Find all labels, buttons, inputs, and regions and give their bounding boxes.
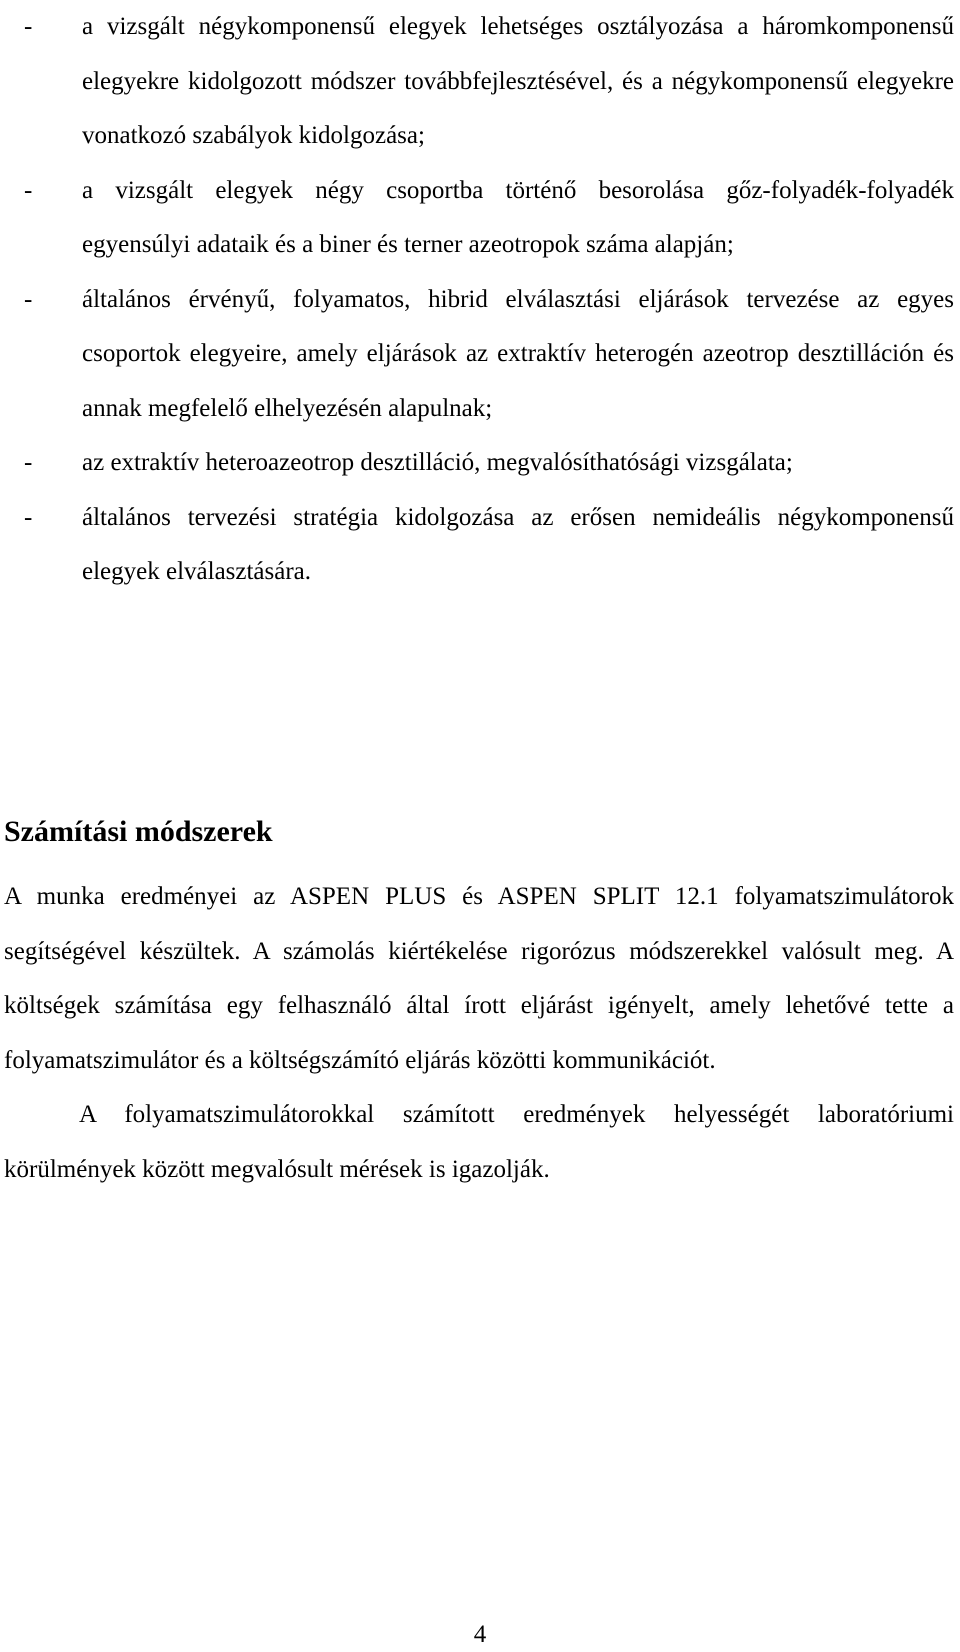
list-item	[24, 0, 954, 164]
list-item-text: általános érvényű, folyamatos, hibrid elválasztási eljárások tervezése az egyes csoportok elegyeire, amely eljárások az extraktív heterogén azeotrop desztilláción és annak megfelelő elhelyezésén alapulnak;	[82, 285, 954, 422]
list-item-text: a vizsgált négykomponensű elegyek lehetséges osztályozása a háromkomponensű elegyekre kidolgozott módszer továbbfejlesztésével, és a négykomponensű elegyekre vonatkozó szabályok kidolgozása;	[82, 13, 954, 149]
objectives-list	[24, 0, 954, 600]
list-item	[24, 491, 954, 600]
page-number: 4	[473, 1621, 487, 1648]
list-item-text: a vizsgált elegyek négy csoportba történő besorolása gőz-folyadék-folyadék egyensúlyi adataik és a biner és terner azeotropok száma alapján;	[82, 176, 954, 258]
list-item	[24, 436, 954, 491]
list-item-text: az extraktív heteroazeotrop desztilláció, megvalósíthatósági vizsgálata;	[82, 449, 793, 476]
list-bullet-dash: -	[24, 176, 33, 204]
list-bullet-dash: -	[24, 503, 33, 531]
section-heading: Számítási módszerek	[4, 815, 273, 848]
list-bullet-dash: -	[24, 449, 33, 476]
body-paragraph: A munka eredményei az ASPEN PLUS és ASPEN SPLIT 12.1 folyamatszimulátorok segítségével készültek. A számolás kiértékelése rigorózus módszerekkel valósult meg. A költségek számítása egy felhasználó által írott eljárást igényelt, amely lehetővé tette a folyamatszimulátor és a költségszámító eljárás közötti kommunikációt.	[4, 883, 954, 1074]
list-bullet-dash: -	[24, 13, 33, 40]
list-item-text: általános tervezési stratégia kidolgozása az erősen nemideális négykomponensű elegyek elválasztására.	[82, 503, 954, 585]
section-body	[4, 870, 954, 1197]
list-bullet-dash: -	[24, 285, 33, 313]
body-paragraph: A folyamatszimulátorokkal számított eredmények helyességét laboratóriumi körülmények között megvalósult mérések is igazolják.	[4, 1101, 954, 1183]
list-item	[24, 164, 954, 273]
list-item	[24, 273, 954, 437]
